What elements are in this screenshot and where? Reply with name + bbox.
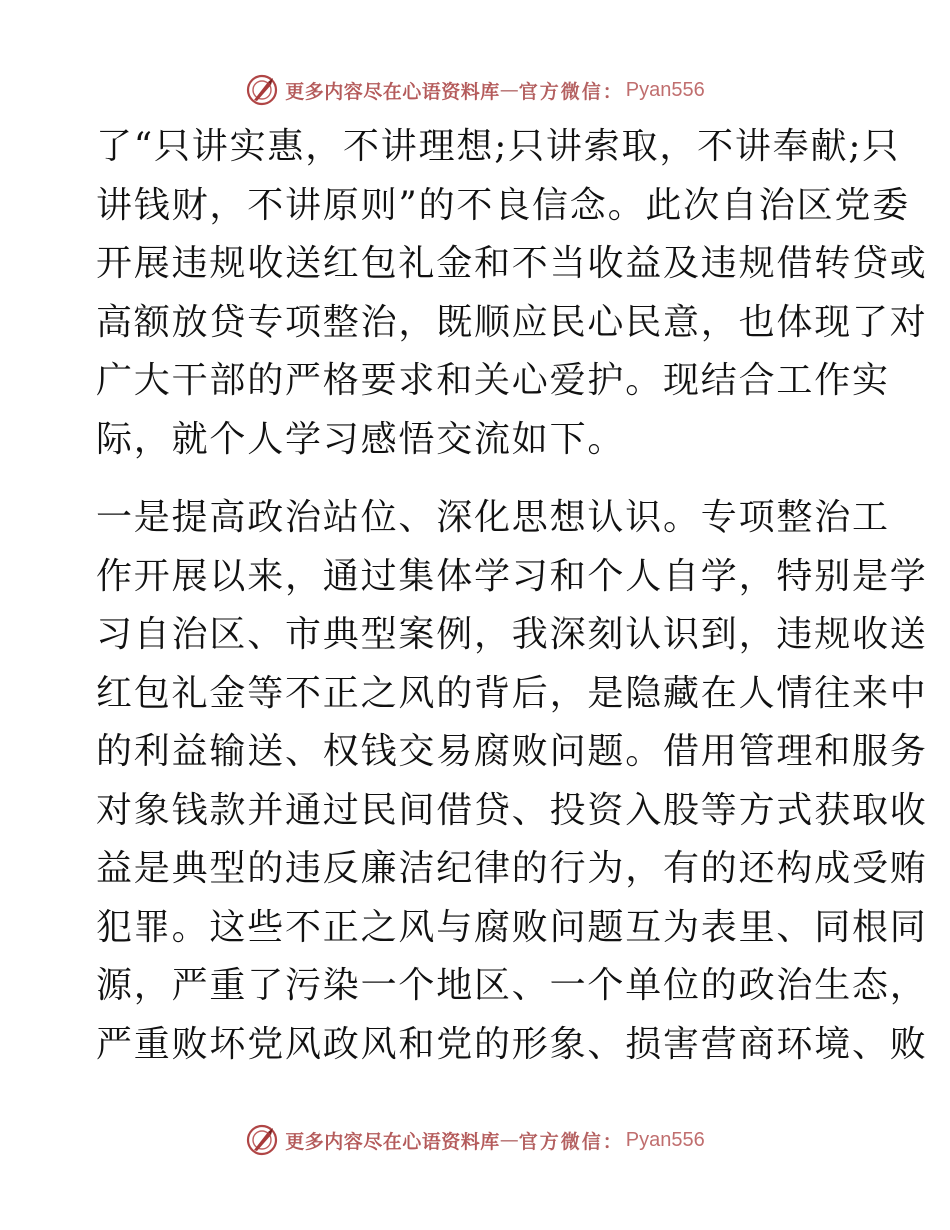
banner-separator: —	[499, 1129, 519, 1151]
text-line: 讲钱财，不讲原则”的不良信念。此次自治区党委	[96, 184, 911, 226]
text-line: 严重败坏党风政风和党的形象、损害营商环境、败	[96, 1023, 928, 1065]
quill-logo-icon	[245, 73, 279, 107]
text-line: 开展违规收送红包礼金和不当收益及违规借转贷或	[96, 243, 928, 284]
text-line: 的利益输送、权钱交易腐败问题。借用管理和服务	[96, 731, 928, 772]
banner-wechat-id: Pyan556	[625, 1128, 705, 1151]
text-line: 对象钱款并通过民间借贷、投资入股等方式获取收	[96, 789, 928, 831]
text-line: 广大干部的严格要求和关心爱护。现结合工作实	[96, 360, 890, 401]
banner-official-label: 官方微信：	[518, 1130, 624, 1153]
banner-text: 更多内容尽在心语资料库	[285, 1130, 500, 1153]
text-line: 红包礼金等不正之风的背后，是隐藏在人情往来中	[96, 672, 928, 714]
text-line: 作开展以来，通过集体学习和个人自学，特别是学	[96, 555, 928, 597]
text-line: 益是典型的违反廉洁纪律的行为，有的还构成受贿	[96, 848, 928, 889]
text-line: 源，严重了污染一个地区、一个单位的政治生态，	[96, 965, 928, 1006]
banner-text: 更多内容尽在心语资料库	[285, 80, 500, 103]
text-line: 了“只讲实惠，不讲理想;只讲索取，不讲奉献;只	[96, 126, 901, 167]
text-line: 际，就个人学习感悟交流如下。	[96, 418, 626, 460]
paragraph-1	[96, 118, 928, 469]
document-body	[96, 118, 928, 1074]
text-line: 高额放贷专项整治，既顺应民心民意，也体现了对	[96, 301, 928, 343]
text-line: 一是提高政治站位、深化思想认识。专项整治工	[96, 497, 890, 538]
banner-separator: —	[499, 79, 519, 101]
header-banner	[0, 70, 950, 110]
banner-wechat-id: Pyan556	[625, 78, 705, 101]
footer-banner	[0, 1120, 950, 1160]
quill-logo-icon	[245, 1123, 279, 1157]
paragraph-gap	[96, 469, 856, 489]
paragraph-2	[96, 489, 928, 1074]
text-line: 习自治区、市典型案例，我深刻认识到，违规收送	[96, 614, 928, 655]
banner-official-label: 官方微信：	[518, 80, 624, 103]
text-line: 犯罪。这些不正之风与腐败问题互为表里、同根同	[96, 906, 928, 948]
